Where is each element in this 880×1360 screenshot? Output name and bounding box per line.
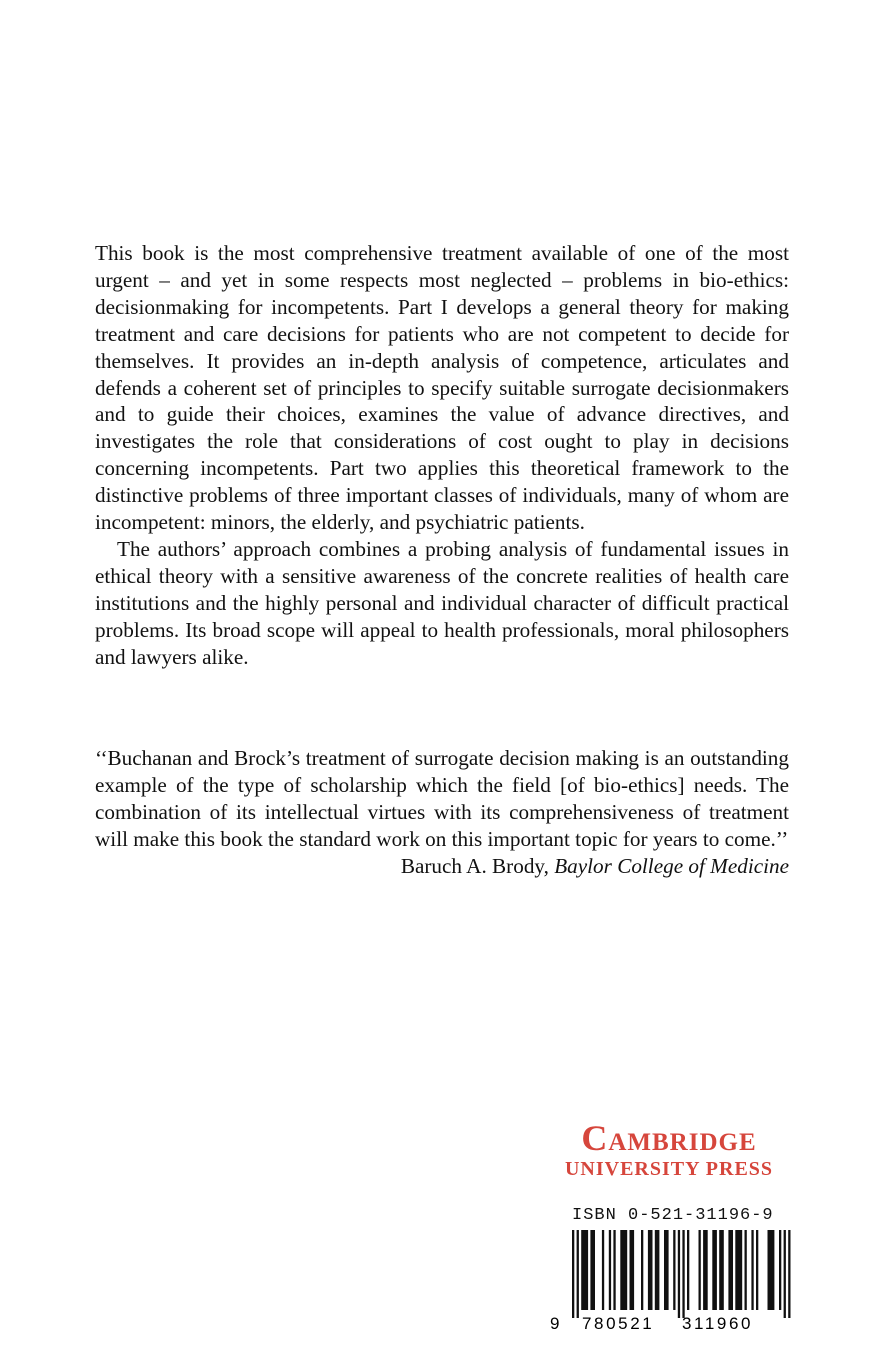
barcode-bar: [641, 1230, 643, 1310]
barcode: [548, 1228, 800, 1334]
back-cover-blurb: [95, 240, 789, 671]
barcode-bar: [719, 1230, 724, 1310]
barcode-bar: [572, 1230, 574, 1318]
barcode-bar: [703, 1230, 708, 1310]
review-quote: ‘‘Buchanan and Brock’s treatment of surrogate decision making is an outstanding example of the type of scholarship which the field [of bio-ethics] needs. The combination of its intellectual virtues with its comprehensiveness of treatment will make this book the standard work on this important topic for years to come.’’: [95, 746, 789, 851]
review-attribution: [95, 853, 789, 880]
barcode-bar: [678, 1230, 680, 1318]
barcode-bar: [788, 1230, 790, 1318]
barcode-right-digits: 311960: [682, 1314, 754, 1333]
barcode-bar: [682, 1230, 684, 1318]
barcode-bar: [609, 1230, 611, 1310]
publisher-name: Cambridge: [581, 1118, 757, 1158]
publisher-subtitle: UNIVERSITY PRESS: [564, 1158, 774, 1180]
barcode-bar: [784, 1230, 786, 1318]
barcode-bar: [728, 1230, 733, 1310]
barcode-bar: [620, 1230, 627, 1310]
barcode-bar: [577, 1230, 579, 1318]
barcode-bar: [590, 1230, 595, 1310]
barcode-bar: [687, 1230, 689, 1310]
barcode-bar: [613, 1230, 615, 1310]
barcode-bar: [655, 1230, 660, 1310]
publisher-logo: [540, 1118, 798, 1180]
barcode-bar: [648, 1230, 653, 1310]
barcode-bar: [664, 1230, 669, 1310]
barcode-bar: [712, 1230, 717, 1310]
barcode-bar: [630, 1230, 635, 1310]
reviewer-name: Baruch A. Brody,: [400, 853, 549, 878]
barcode-leading-digit: 9: [550, 1314, 560, 1333]
blurb-paragraph-1: This book is the most comprehensive treatment available of one of the most urgent – and yet in some respects most neglected – problems in bio-ethics: decisionmaking for incompetents. Part I develops a general theory for making treatment and care decisions for patients who are not competent to decide for themselves. It provides an in-depth analysis of competence, articulates and defends a coherent set of principles to specify suitable surrogate decisionmakers and to guide their choices, examines the value of advance directives, and investigates the role that considerations of cost ought to play in decisions concerning incompetents. Part two applies this theoretical framework to the distinctive problems of three important classes of individuals, many of whom are incompetent: minors, the elderly, and psychiatric patients.: [95, 241, 789, 535]
review-quote-block: [95, 745, 789, 880]
barcode-bar: [779, 1230, 781, 1310]
barcode-bars: [572, 1230, 791, 1318]
barcode-left-digits: 780521: [582, 1314, 655, 1333]
barcode-bar: [751, 1230, 753, 1310]
barcode-bar: [673, 1230, 675, 1310]
barcode-bar: [745, 1230, 747, 1310]
barcode-bar: [699, 1230, 701, 1310]
reviewer-affiliation: Baylor College of Medicine: [554, 853, 789, 878]
barcode-bar: [602, 1230, 604, 1310]
isbn-label: ISBN 0-521-31196-9: [572, 1206, 774, 1225]
barcode-bar: [768, 1230, 775, 1310]
barcode-bar: [581, 1230, 588, 1310]
blurb-paragraph-2: The authors’ approach combines a probing analysis of fundamental issues in ethical theory with a sensitive awareness of the concrete realities of health care institutions and the highly personal and individual character of difficult practical problems. Its broad scope will appeal to health professionals, moral philosophers and lawyers alike.: [95, 536, 789, 669]
barcode-graphic: [548, 1228, 800, 1334]
barcode-bar: [735, 1230, 742, 1310]
barcode-bar: [756, 1230, 758, 1310]
